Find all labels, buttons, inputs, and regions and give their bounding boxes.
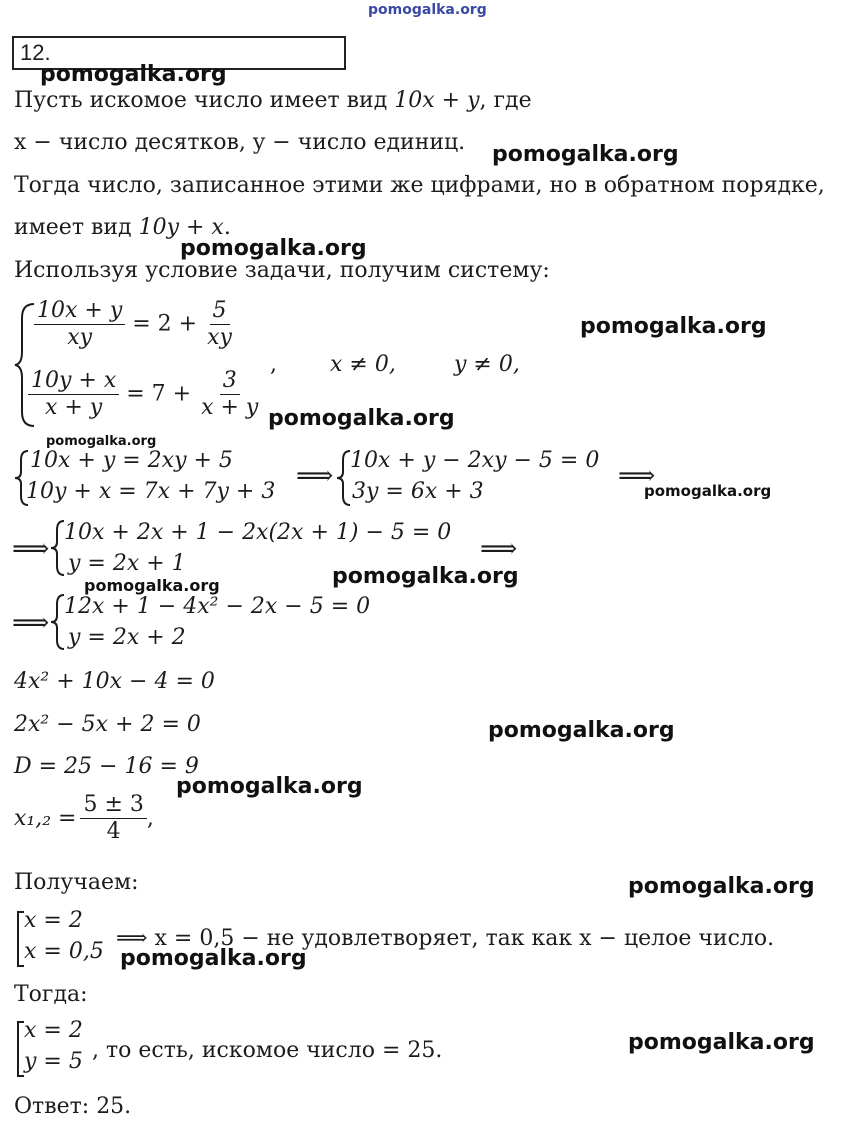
system2-a1: 10x + y = 2xy + 5: [30, 448, 233, 473]
system4-l1: 12x + 1 − 4x² − 2x − 5 = 0: [64, 594, 371, 619]
watermark: pomogalka.org: [268, 406, 455, 431]
equation-2: 2x² − 5x + 2 = 0: [14, 712, 201, 737]
system1-eq2: $\frac{10y + x}{x + y}$ = 7 + $\frac{3}{x + y}$: [28, 368, 261, 421]
system2-b1: 10x + y − 2xy − 5 = 0: [350, 448, 600, 473]
root-1: x = 2: [24, 908, 83, 933]
label-poluchaem: Получаем:: [14, 870, 139, 895]
watermark: pomogalka.org: [120, 946, 307, 971]
intro-line-5: Используя условие задачи, получим систему:: [14, 258, 550, 283]
condition-x: x ≠ 0,: [330, 352, 396, 377]
root-check: ⟹ x = 0,5 − не удовлетворяет, так как x − целое число.: [116, 926, 775, 951]
final-text: , то есть, искомое число = 25.: [92, 1038, 443, 1063]
label-togda: Тогда:: [14, 982, 88, 1007]
watermark: pomogalka.org: [40, 62, 227, 87]
watermark-top: pomogalka.org: [368, 2, 487, 18]
watermark: pomogalka.org: [176, 774, 363, 799]
watermark: pomogalka.org: [492, 142, 679, 167]
intro-line-1: Пусть искомое число имеет вид 10x + y, где: [14, 88, 532, 113]
watermark: pomogalka.org: [628, 1030, 815, 1055]
arrow: ⟹: [12, 608, 50, 638]
watermark-small: pomogalka.org: [644, 482, 772, 500]
watermark: pomogalka.org: [180, 236, 367, 261]
final-y: y = 5: [24, 1049, 83, 1074]
condition-y: y ≠ 0,: [454, 352, 520, 377]
intro-line-4: имеет вид 10y + x.: [14, 215, 231, 240]
problem-number: 12.: [20, 40, 51, 65]
arrow: ⟹: [618, 461, 656, 491]
system1-eq1: $\frac{10x + y}{xy}$ = 2 + $\frac{5}{xy}$: [34, 298, 235, 351]
intro-line-3: Тогда число, записанное этими же цифрами, но в обратном порядке,: [14, 173, 825, 198]
system4-l2: y = 2x + 2: [68, 625, 186, 650]
watermark: pomogalka.org: [580, 314, 767, 339]
system2-a2: 10y + x = 7x + 7y + 3: [26, 479, 276, 504]
arrow: ⟹: [296, 461, 334, 491]
watermark: pomogalka.org: [628, 874, 815, 899]
intro-line-2: x − число десятков, y − число единиц.: [14, 130, 466, 155]
root-2: x = 0,5: [24, 939, 104, 964]
watermark: pomogalka.org: [488, 718, 675, 743]
final-x: x = 2: [24, 1018, 83, 1043]
equation-1: 4x² + 10x − 4 = 0: [14, 669, 215, 694]
system2-b2: 3y = 6x + 3: [352, 479, 484, 504]
system1-comma: ,: [270, 352, 277, 377]
arrow: ⟹: [480, 534, 518, 564]
watermark-small: pomogalka.org: [84, 576, 220, 595]
watermark: pomogalka.org: [332, 564, 519, 589]
system3-l2: y = 2x + 1: [68, 551, 186, 576]
roots-formula: x₁,₂ = $\frac{5 \pm 3}{4}$ ,: [14, 792, 154, 844]
discriminant: D = 25 − 16 = 9: [14, 754, 199, 779]
arrow: ⟹: [12, 534, 50, 564]
watermark-small: pomogalka.org: [46, 434, 157, 449]
system3-l1: 10x + 2x + 1 − 2x(2x + 1) − 5 = 0: [64, 520, 452, 545]
answer: Ответ: 25.: [14, 1094, 132, 1119]
